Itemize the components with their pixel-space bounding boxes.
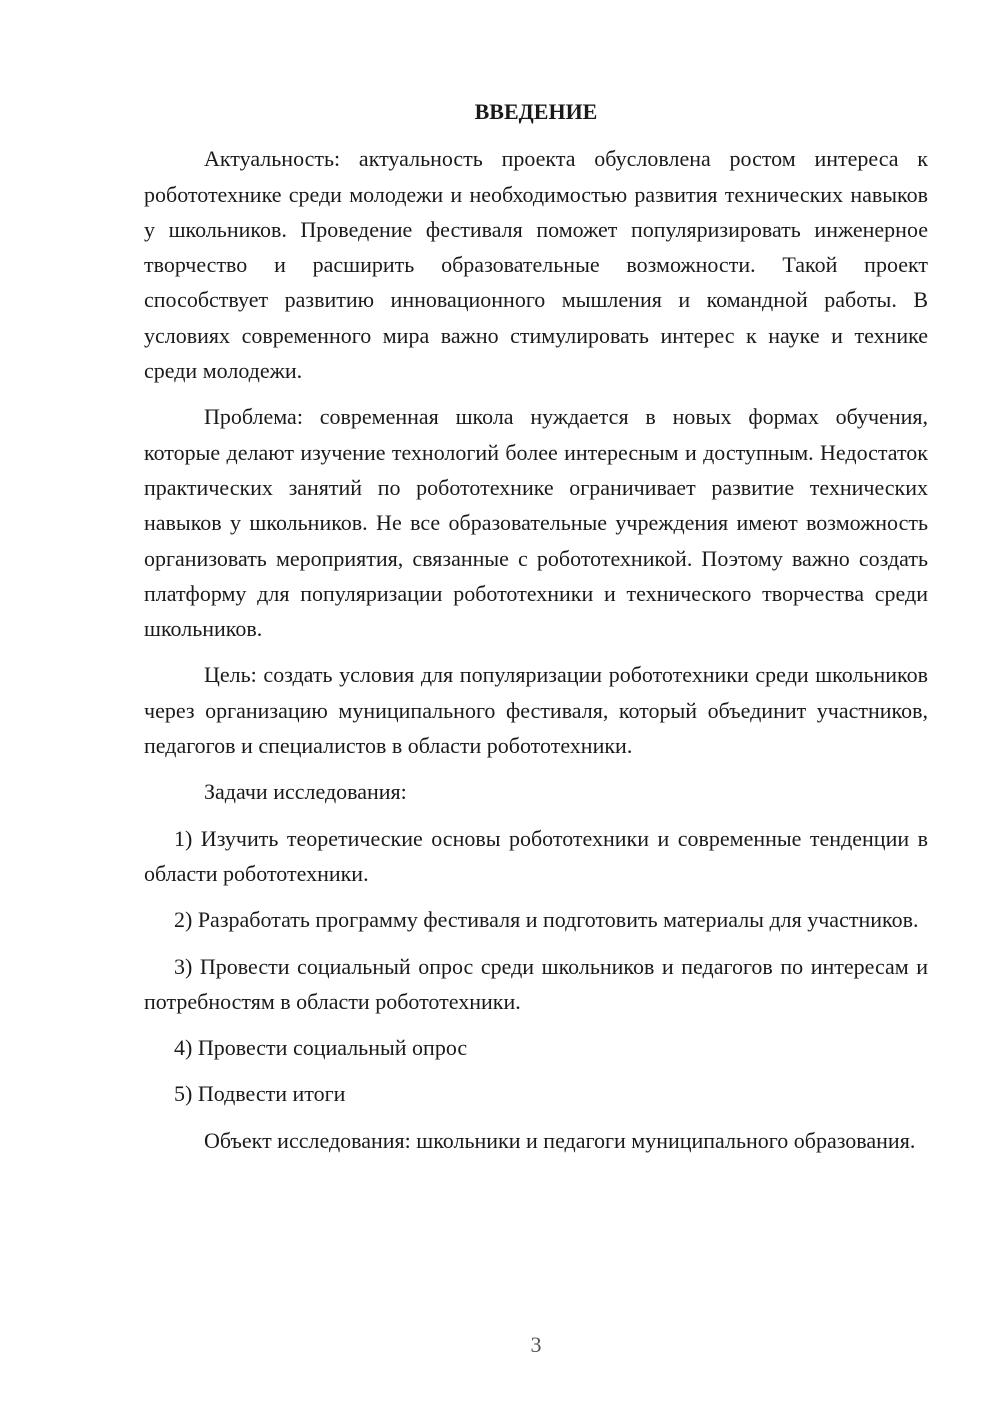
task-item-3: 3) Провести социальный опрос среди школьников и педагогов по интересам и потребностям в области робототехники. — [144, 953, 928, 1014]
relevance-paragraph: Актуальность: актуальность проекта обусловлена ростом интереса к робототехнике среди молодежи и необходимостью развития технических навыков у школьников. Проведение фестиваля поможет популяризировать инженерное творчество и расширить образовательные возможности. Такой проект способствует развитию инновационного мышления и командной работы. В условиях современного мира важно стимулировать интерес к науке и технике среди молодежи. — [144, 146, 928, 384]
task-item-5: 5) Подвести итоги — [174, 1081, 346, 1107]
task-item-4: 4) Провести социальный опрос — [174, 1035, 468, 1061]
tasks-heading: Задачи исследования: — [204, 779, 407, 805]
problem-paragraph: Проблема: современная школа нуждается в новых формах обучения, которые делают изучение технологий более интересным и доступным. Недостаток практических занятий по робототехнике ограничивает развитие технических навыков у школьников. Не все образовательные учреждения имеют возможность организовать мероприятия, связанные с робототехникой. Поэтому важно создать платформу для популяризации робототехники и технического творчества среди школьников. — [144, 404, 928, 642]
task-item-1: 1) Изучить теоретические основы робототехники и современные тенденции в области робототехники. — [144, 825, 928, 886]
task-item-2: 2) Разработать программу фестиваля и подготовить материалы для участников. — [174, 907, 919, 933]
section-heading: ВВЕДЕНИЕ — [474, 99, 598, 124]
object-paragraph: Объект исследования: школьники и педагоги муниципального образования. — [204, 1127, 916, 1153]
page-body — [144, 94, 928, 1169]
goal-paragraph: Цель: создать условия для популяризации робототехники среди школьников через организацию муниципального фестиваля, который объединит участников, педагогов и специалистов в области робототехники. — [144, 662, 928, 759]
page-number: 3 — [530, 1332, 542, 1357]
